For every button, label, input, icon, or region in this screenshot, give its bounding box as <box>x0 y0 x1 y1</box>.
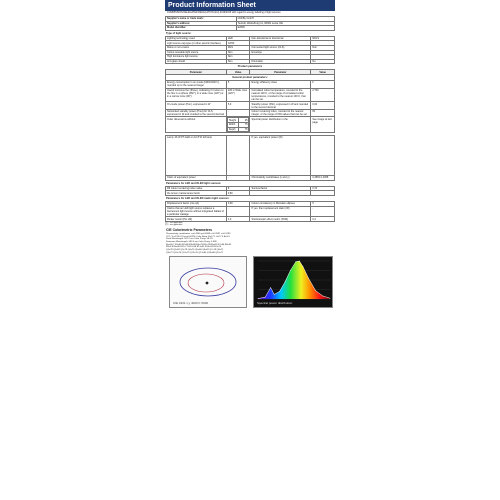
chromaticity-value: 0,4560 0,4068 <box>311 176 335 181</box>
led-row-cell: R9 colour rendering index value <box>166 186 227 191</box>
type-row-cell: High luminance light source <box>166 55 227 60</box>
spectrum-point <box>322 296 323 297</box>
led-table <box>165 186 335 196</box>
cie-line: Peak Wavelength: 597.2 nm Color Purity: 58.2% <box>166 238 213 241</box>
led-row-cell: the lumen maintenance factor <box>166 191 227 196</box>
mains-row-cell: Displacement factor (cos φ1) <box>166 202 227 207</box>
spectrum-point <box>295 262 296 263</box>
mains-row-cell: Flicker metric (Pst LM) <box>166 217 227 222</box>
mains-row-cell: 1,0 <box>226 217 250 222</box>
spectrum-point <box>274 295 275 296</box>
cie-diagram-caption: CIE 1931 x,y 4000 K 5000 <box>173 301 209 306</box>
general-row-cell: Correlated colour temperature, rounded to the nearest 100 K, or the range of correlated colour temperatures, rounded to the nearest 100 K, that can be set <box>250 88 311 102</box>
spectrum-point <box>290 271 291 272</box>
led-section-title: Parameters for LED and OLED light sources: <box>166 181 222 185</box>
cie-diagram-svg <box>170 257 246 307</box>
note-1: (1)'-': not applicable; <box>165 221 183 224</box>
cie-line: Chromaticity coordinates: x=0.4560 y=0.4068 u'=0.2587 v'=0.5193 <box>166 232 231 235</box>
general-row-cell: F <box>311 81 335 89</box>
spectrum-point <box>258 299 259 300</box>
spectrum-point <box>270 288 271 289</box>
spectrum-point <box>308 278 309 279</box>
type-row <box>166 59 335 64</box>
mains-row-cell: 5 <box>311 202 335 207</box>
supplier-address-value: Teutroll, Watzelburg 11, 06381 Leina, DE <box>236 21 334 26</box>
general-row-cell: 5 <box>226 81 250 89</box>
mains-row-cell: If yes, then replacement claim (W) <box>250 206 311 217</box>
cie-diagram-bg <box>170 257 246 307</box>
mains-section-title: Parameters for LED and OLED mains light sources: <box>166 197 230 201</box>
led-row <box>166 191 335 196</box>
cie-point <box>206 282 209 285</box>
mains-row-cell: Colour consistency in McAdam ellipses <box>250 202 311 207</box>
spectrum-point <box>299 261 300 262</box>
type-row-cell: Envelope <box>250 50 311 55</box>
mains-row-cell: - <box>311 206 335 217</box>
general-section-title: General product parameters: <box>166 75 335 81</box>
general-row-cell: 0,00 <box>311 102 335 110</box>
general-row-cell: Energy efficiency class <box>250 81 311 89</box>
general-row-cell: Useful luminous flux (Φuse), indicating if it refers to the flux in a sphere (360°), in a wide cone (120°) or in a narrow cone (90°) <box>166 88 227 102</box>
params-table <box>165 69 335 133</box>
chromaticity-label: Chromaticity coordinates (x and y) <box>250 176 311 181</box>
general-row <box>166 109 335 117</box>
spectral-value: See image at last page <box>311 117 335 133</box>
general-row-cell: 80 <box>311 109 335 117</box>
type-row-cell: LED <box>226 36 250 41</box>
cie-line: R9=8 R10=68 R11=77 R12=58 R13=81 R14=94 R15=74 <box>166 246 222 249</box>
claim-equivalent-label: Claim of equivalent power <box>166 176 227 181</box>
led-row-cell: 0,70 <box>311 186 335 191</box>
type-row-cell: Non <box>226 55 250 60</box>
charts-row <box>165 256 335 308</box>
mains-row <box>166 217 335 222</box>
cie-line: Q1=78 Q2=82 Q3=79 Q4=75 Q5=80 Q6=82 Q7=79 Q8=71 <box>166 249 224 252</box>
params-header-3: Parameter <box>250 70 311 75</box>
claims-table <box>165 135 335 181</box>
type-row-cell: Mains or non-mains <box>166 45 227 50</box>
spectrum-point <box>303 267 304 268</box>
type-row-cell: Colour-tuneable light source <box>166 50 227 55</box>
dim-height-value: 25 <box>238 118 249 123</box>
outer-dimensions-values <box>226 117 250 133</box>
type-row-cell: Light source cap-type (or other electric interface) <box>166 41 227 46</box>
product-information-sheet <box>165 0 335 500</box>
general-row-cell: - <box>226 109 250 117</box>
supplier-name-label: Supplier's name or trade mark: <box>166 16 237 21</box>
supplier-address-label: Supplier's address: <box>166 21 237 26</box>
type-row-cell: Non <box>311 45 335 50</box>
type-row-cell: Lighting technology used <box>166 36 227 41</box>
type-row-cell: Dimmable <box>250 59 311 64</box>
cie-title: CIE Colorimetric Parameters <box>166 227 212 232</box>
type-table <box>165 36 335 65</box>
equivalent-power-text: If yes, equivalent power (W) <box>250 136 311 176</box>
general-row <box>166 88 335 102</box>
params-header-2: Value <box>226 70 250 75</box>
cie-line: Dominant Wavelength: 582.4 nm Color Purity: 0.568 <box>166 240 217 243</box>
mains-row-cell: Claims that an LED light source replaces a fluorescent light source without integrated ballast of a particular wattage <box>166 206 227 217</box>
type-row-cell: Non-directional or directional <box>250 36 311 41</box>
mains-row <box>166 206 335 217</box>
outer-dimensions-text: Outer dimensions without <box>167 117 196 121</box>
type-row-cell: NDLS <box>311 36 335 41</box>
params-header-1: Parameter <box>166 70 227 75</box>
dim-width-value: 75 <box>238 123 249 128</box>
type-row-cell: No <box>311 59 335 64</box>
spectral-label: Spectral power distribution in the <box>250 117 311 133</box>
spectrum-point <box>330 298 331 299</box>
mains-table <box>165 201 335 222</box>
mains-row-cell: Stroboscopic effect metric (SVM) <box>250 217 311 222</box>
type-row-cell: Non <box>226 59 250 64</box>
mains-row-cell: 0,4 <box>311 217 335 222</box>
cie-line: Q9=72 Q10=76 Q11=73 Q12=70 Q13=80 Q14=88 Q15=77 <box>166 251 224 254</box>
led-row-cell: 0,80 <box>226 191 250 196</box>
supplier-name-value: ChiFBy GmbH <box>236 16 334 21</box>
model-label: Model identifier: <box>166 26 237 31</box>
params-section-title: Product parameters <box>237 65 263 69</box>
spectrum-chart <box>253 256 333 308</box>
spectrum-point <box>279 292 280 293</box>
led-row-cell: 8 <box>226 186 250 191</box>
general-row-cell: Standby power (Psb), expressed in W and rounded to the second decimal <box>250 102 311 110</box>
type-row-cell: MLS <box>226 45 250 50</box>
mains-row-cell: - <box>226 206 250 217</box>
equivalent-power-blank <box>311 136 335 176</box>
cie-line: CCT: Tc=2700 K Duv=0.00255 Color Ratio: R=17.1 G=77.0 B=5.9 <box>166 235 230 238</box>
spectrum-point <box>265 297 266 298</box>
mains-row-cell: 0,90 <box>226 202 250 207</box>
led-row-cell <box>250 191 311 196</box>
general-row <box>166 102 335 110</box>
lamp-claim-text: Lamp: 26 W PT-LED on 10.8 W full lamp <box>166 136 227 176</box>
dim-height-label: Height <box>227 118 238 123</box>
lamp-claim-blank <box>226 136 250 176</box>
general-row-cell: Energy consumption in on-mode (kWh/1000 h), rounded up to the nearest integer <box>166 81 227 89</box>
dim-depth-value: 75 <box>238 127 249 132</box>
cie-line: Ra=80.7 R1=80 R2=86 R3=88 R4=79 R5=78 R6=81 R7=86 R8=62 <box>166 243 232 246</box>
type-row-cell: Anti-glare shield <box>166 59 227 64</box>
spectrum-point <box>315 291 316 292</box>
sheet-title: Product Information Sheet <box>165 0 335 11</box>
spectrum-point <box>285 282 286 283</box>
note-2: (2)'-': not applicable <box>165 224 183 227</box>
general-row-cell: 226 in Wide cone (120°) <box>226 88 250 102</box>
dim-depth-label: Depth <box>227 127 238 132</box>
type-row-cell: Connected light source (CLS) <box>250 45 311 50</box>
led-row-cell: Survival factor <box>250 186 311 191</box>
supplier-table <box>165 16 335 31</box>
type-row-cell: Non <box>226 50 250 55</box>
dim-width-label: Width <box>227 123 238 128</box>
params-header-4: Value <box>311 70 335 75</box>
model-value: E2645 <box>236 26 334 31</box>
outer-dimensions-label <box>166 117 227 133</box>
led-row-cell <box>311 191 335 196</box>
type-section-title: Type of light source: <box>166 31 192 35</box>
spectrum-svg <box>254 257 332 307</box>
claim-equivalent-value: - <box>226 176 250 181</box>
cie-parameters <box>165 233 335 255</box>
general-row-cell: Colour rendering index, rounded to the nearest integer, or the range of CRI-values that can be set <box>250 109 311 117</box>
general-row-cell: 5,0 <box>226 102 250 110</box>
cie-diagram <box>169 256 247 308</box>
general-row-cell: On-mode power (Pon), expressed in W <box>166 102 227 110</box>
general-row <box>166 81 335 89</box>
regulation-text: COMMISSION DELEGATED REGULATION (EU) 2019/2015 with regard to energy labelling of light sources <box>167 11 281 14</box>
type-row-cell: GX53 <box>226 41 250 46</box>
general-row-cell: Networked standby power (Pnet) for CLS, expressed in W and rounded to the second decimal <box>166 109 227 117</box>
spectrum-caption: Spectral power distribution <box>257 301 293 306</box>
general-row-cell: 2 700 <box>311 88 335 102</box>
